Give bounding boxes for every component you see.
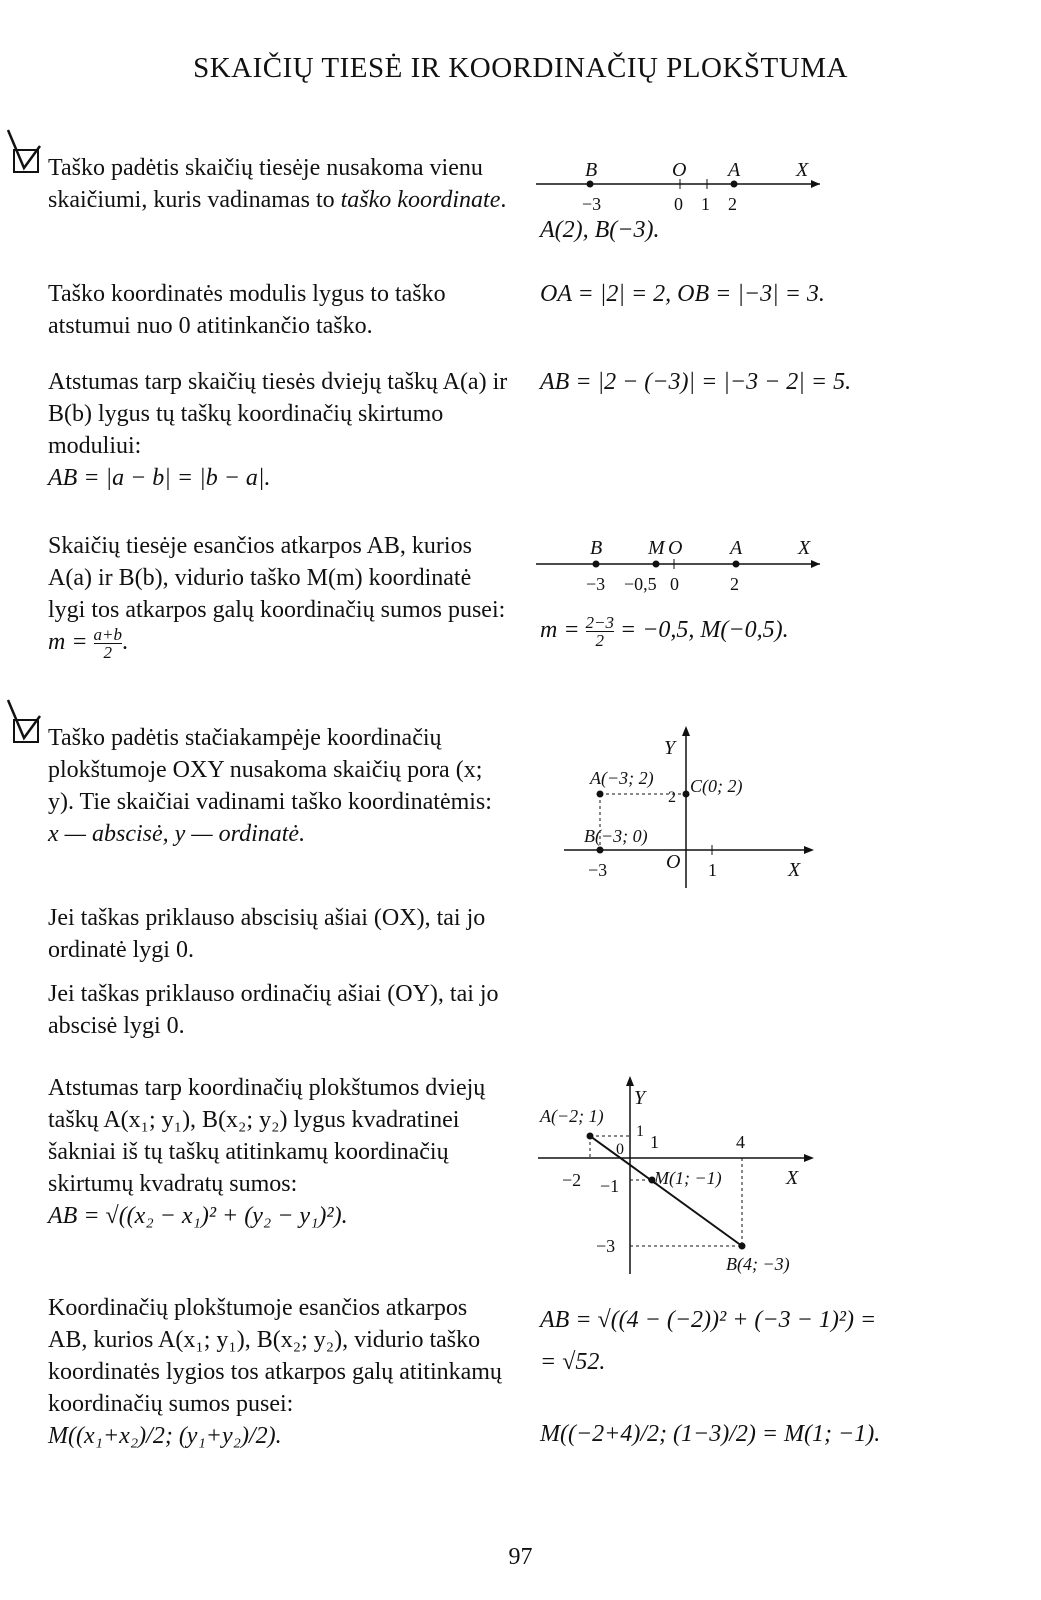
tick-label: −0,5 [624,574,657,594]
arrow-icon [811,560,820,568]
section-midpoint-line [48,530,508,661]
page-title: SKAIČIŲ TIESĖ IR KOORDINAČIŲ PLOKŠTUMA [193,52,848,84]
checkmark-icon [6,128,42,176]
tick-label: 2 [728,194,737,214]
fraction-denominator: 2 [103,643,113,662]
label-o: O [666,851,681,873]
point-b [739,1243,746,1250]
label-a: A [730,537,743,559]
number-line-figure-2 [530,530,830,596]
point-m [653,561,660,568]
label-a: A(−3; 2) [590,768,654,788]
point-b [587,181,594,188]
label-b: B(4; −3) [726,1254,790,1274]
fraction-numerator: 2−3 [585,613,615,632]
tick-label: 1 [636,1123,644,1140]
tick-label: 1 [708,860,717,880]
example-text: = √52. [540,1349,606,1375]
paragraph-text: Koordinačių plokštumoje esančios atkarpos AB, kurios A(x₁; y₁), B(x₂; y₂), vidurio taško koordinatės lygios tos atkarpos galų atitinkamų koordinačių sumos pusei: [48,1295,502,1417]
tick-label: −1 [600,1176,620,1196]
point-b [593,561,600,568]
label-x: X [796,159,809,181]
section-distance-plane [48,1072,508,1232]
formula-text: x — abscisė, y — ordinatė. [48,821,306,847]
point-a [587,1133,594,1140]
tick-label: 0 [674,194,683,214]
tick-label: 4 [736,1132,745,1152]
tick-label: −3 [588,860,608,880]
example-text: OA = |2| = 2, OB = |−3| = 3. [540,281,825,307]
page-number: 97 [508,1544,533,1570]
section-point-coordinate [48,152,508,216]
fraction-numerator: a+b [93,625,123,644]
label-y: Y [664,737,676,759]
point-a [597,791,604,798]
tick-label: −2 [562,1170,582,1190]
section-distance-line [48,366,508,494]
formula-text: AB = √((x₂ − x₁)² + (y₂ − y₁)²). [48,1203,348,1229]
paragraph-text: Atstumas tarp skaičių tiesės dviejų taškų A(a) ir B(b) lygus tų taškų koordinačių skirtumo moduliui: [48,369,508,459]
section-modulus: Taško koordinatės modulis lygus to taško atstumui nuo 0 atitinkančio taško. [48,281,446,339]
label-c: C(0; 2) [690,776,743,796]
section-midpoint-plane [48,1292,508,1452]
coordinate-plane-figure-2 [530,1074,830,1280]
point-a [733,561,740,568]
point-b [597,847,604,854]
section-abscissa-axis: Jei taškas priklauso abscisių ašiai (OX), tai jo ordinatė lygi 0. [48,905,486,963]
tick-label: 0 [616,1141,624,1158]
tick-label: 1 [650,1132,659,1152]
arrow-icon [682,726,690,736]
example-text: M((−2+4)/2; (1−3)/2) = M(1; −1). [540,1421,881,1447]
formula-text: M((x₁+x₂)/2; (y₁+y₂)/2). [48,1423,282,1449]
tick-label: 2 [730,574,739,594]
fraction-denominator: 2 [595,631,605,650]
label-x: X [788,859,801,881]
tick-label: 2 [668,789,676,806]
label-b: B(−3; 0) [584,826,648,846]
checkmark-icon [6,698,42,746]
tick-label: 0 [670,574,679,594]
tick-label: 1 [701,194,710,214]
example-text: m = $\frac{2-3}{2}$ = −0,5, M(−0,5). [540,613,789,650]
paragraph-text: Skaičių tiesėje esančios atkarpos AB, kurios A(a) ir B(b), vidurio taško M(m) koordinatė lygi tos atkarpos galų koordinačių sumos pusei: [48,533,506,623]
label-m: M(1; −1) [654,1168,722,1188]
tick-label: −3 [596,1236,616,1256]
tick-label: −3 [586,574,606,594]
coordinate-plane-figure-1 [540,722,840,892]
example-text: AB = √((4 − (−2))² + (−3 − 1)²) = [540,1307,877,1333]
label-a: A [728,159,741,181]
arrow-icon [626,1076,634,1086]
label-b: B [590,537,603,559]
label-m: M [648,537,665,559]
paragraph-text: Taško padėtis stačiakampėje koordinačių plokštumoje OXY nusakoma skaičių pora (x; y). Tie skaičiai vadinami taško koordinatėmis: [48,725,492,815]
paragraph-text: . [500,187,507,213]
paragraph-text: Taško padėtis skaičių tiesėje nusakoma vienu skaičiumi, kuris vadinamas to [48,155,483,213]
formula-text: . [122,629,129,656]
term-text: taško koordinate [340,187,501,213]
arrow-icon [804,1154,814,1162]
example-text: A(2), B(−3). [540,217,660,243]
section-ordinate-axis: Jei taškas priklauso ordinačių ašiai (OY), tai jo abscisė lygi 0. [48,981,499,1039]
arrow-icon [804,846,814,854]
formula-text: m = [48,629,94,656]
label-a: A(−2; 1) [540,1106,604,1126]
number-line-figure-1 [530,158,830,214]
label-x: X [798,537,811,559]
label-b: B [585,159,598,181]
example-text: AB = |2 − (−3)| = |−3 − 2| = 5. [540,369,852,395]
label-x: X [786,1167,799,1189]
formula-text: AB = |a − b| = |b − a|. [48,465,271,491]
point-c [683,791,690,798]
tick-label: −3 [582,194,602,214]
point-a [731,181,738,188]
label-o: O [668,537,683,559]
label-y: Y [634,1087,646,1109]
paragraph-text: Atstumas tarp koordinačių plokštumos dviejų taškų A(x₁; y₁), B(x₂; y₂) lygus kvadratinei šakniai iš tų taškų atitinkamų koordinačių skirtumų kvadratų sumos: [48,1075,486,1197]
section-plane-coordinates [48,722,508,850]
arrow-icon [811,180,820,188]
label-o: O [672,159,687,181]
